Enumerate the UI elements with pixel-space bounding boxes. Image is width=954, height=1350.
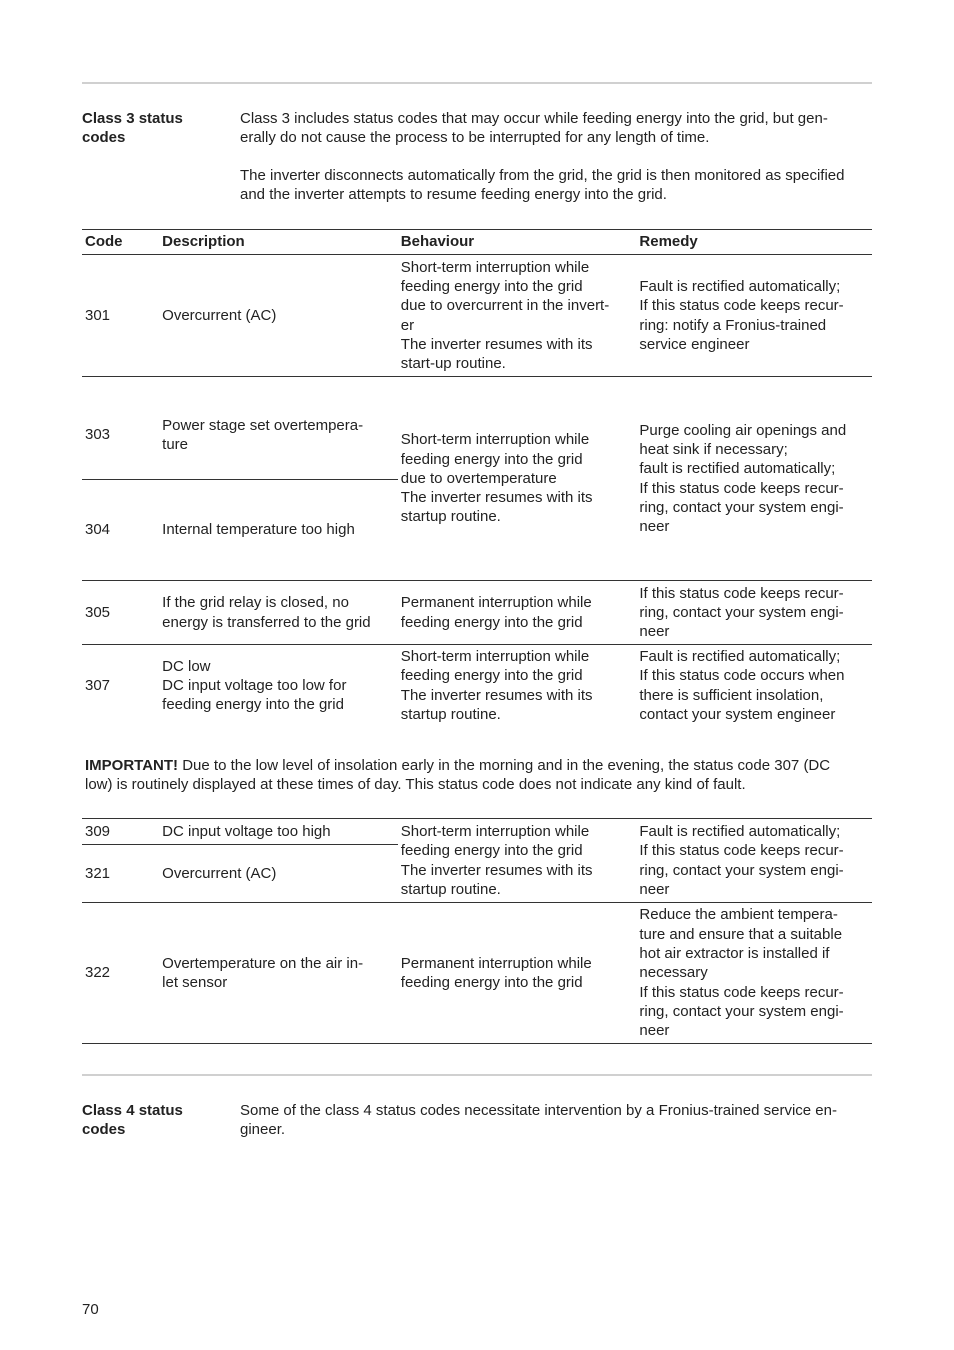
important-note bbox=[85, 756, 870, 795]
header-code: Code bbox=[82, 230, 159, 255]
behaviour-cell: Short-term interruption while feeding energy into the grid The inverter resumes with its startup routine. bbox=[398, 645, 637, 727]
class4-paragraph-1: Some of the class 4 status codes necessitate intervention by a Fronius-trained service en- gineer. bbox=[240, 1102, 837, 1139]
behaviour-cell: Permanent interruption while feeding energy into the grid bbox=[398, 581, 637, 645]
class4-intro bbox=[240, 1101, 873, 1140]
table-header-row bbox=[82, 230, 872, 255]
table-row bbox=[82, 255, 872, 377]
class3-paragraph-2: The inverter disconnects automatically from the grid, the grid is then monitored as specified and the inverter attempts to resume feeding energy into the grid. bbox=[240, 166, 845, 203]
table-row bbox=[82, 581, 872, 645]
remedy-cell: If this status code keeps recur- ring, contact your system engi- neer bbox=[636, 581, 872, 645]
remedy-cell: Fault is rectified automatically; If this status code keeps recur- ring, contact your system engi- neer bbox=[636, 819, 872, 903]
status-code-table-1 bbox=[82, 229, 872, 727]
description-cell: Power stage set overtempera- ture bbox=[159, 377, 398, 480]
header-remedy: Remedy bbox=[636, 230, 872, 255]
section-divider bbox=[82, 1074, 872, 1076]
table-row bbox=[82, 903, 872, 1044]
description-cell: Overcurrent (AC) bbox=[162, 864, 277, 882]
code-cell: 321 bbox=[85, 864, 111, 882]
description-cell: DC input voltage too high bbox=[159, 819, 398, 845]
code-cell: 301 bbox=[85, 306, 111, 324]
description-cell: Overcurrent (AC) bbox=[162, 306, 277, 324]
remedy-cell: Fault is rectified automatically; If this status code occurs when there is sufficient insolation, contact your system engineer bbox=[636, 645, 872, 727]
code-cell: 309 bbox=[82, 819, 159, 845]
class4-heading: Class 4 status codes bbox=[82, 1102, 183, 1139]
status-code-table-2 bbox=[82, 818, 872, 1044]
behaviour-cell: Permanent interruption while feeding energy into the grid bbox=[398, 903, 637, 1044]
class3-intro bbox=[240, 109, 873, 204]
header-description: Description bbox=[159, 230, 398, 255]
code-cell: 303 bbox=[82, 377, 159, 480]
description-cell: Overtemperature on the air in- let sensor bbox=[159, 903, 398, 1044]
description-cell: DC low DC input voltage too low for feeding energy into the grid bbox=[159, 645, 398, 727]
class3-paragraph-1: Class 3 includes status codes that may occur while feeding energy into the grid, but gen- erally do not cause the process to be interrupted for any length of time. bbox=[240, 110, 828, 147]
header-behaviour: Behaviour bbox=[398, 230, 637, 255]
code-cell: 304 bbox=[85, 521, 111, 539]
page-number: 70 bbox=[82, 1301, 99, 1318]
table-row bbox=[82, 819, 872, 845]
table-row bbox=[82, 377, 872, 480]
code-cell: 322 bbox=[82, 903, 159, 1044]
behaviour-cell: Short-term interruption while feeding energy into the grid The inverter resumes with its startup routine. bbox=[398, 819, 637, 903]
behaviour-cell: Short-term interruption while feeding energy into the grid due to overcurrent in the invert- er The inverter resumes with its start-up routine. bbox=[400, 258, 610, 373]
table-row bbox=[82, 645, 872, 727]
description-cell: If the grid relay is closed, no energy is transferred to the grid bbox=[159, 581, 398, 645]
class3-heading: Class 3 status codes bbox=[82, 110, 183, 147]
important-label: IMPORTANT! bbox=[85, 757, 179, 774]
description-cell: Internal temperature too high bbox=[162, 521, 355, 539]
code-cell: 307 bbox=[82, 645, 159, 727]
section-divider bbox=[82, 82, 872, 84]
remedy-cell: Purge cooling air openings and heat sink if necessary; fault is rectified automatically; If this status code keeps recur- ring, contact your system engi- neer bbox=[636, 377, 872, 581]
important-text: Due to the low level of insolation early in the morning and in the evening, the status code 307 (DC low) is routinely displayed at these times of day. This status code does not indicate any kind of fault. bbox=[85, 757, 831, 794]
code-cell: 305 bbox=[82, 581, 159, 645]
behaviour-cell: Short-term interruption while feeding energy into the grid due to overtemperature The inverter resumes with its startup routine. bbox=[398, 377, 637, 581]
remedy-cell: Reduce the ambient tempera- ture and ensure that a suitable hot air extractor is installed if necessary If this status code keeps recur- ring, contact your system engi- neer bbox=[636, 903, 872, 1044]
remedy-cell: Fault is rectified automatically; If this status code keeps recur- ring: notify a Fronius-trained service engineer bbox=[639, 277, 844, 353]
